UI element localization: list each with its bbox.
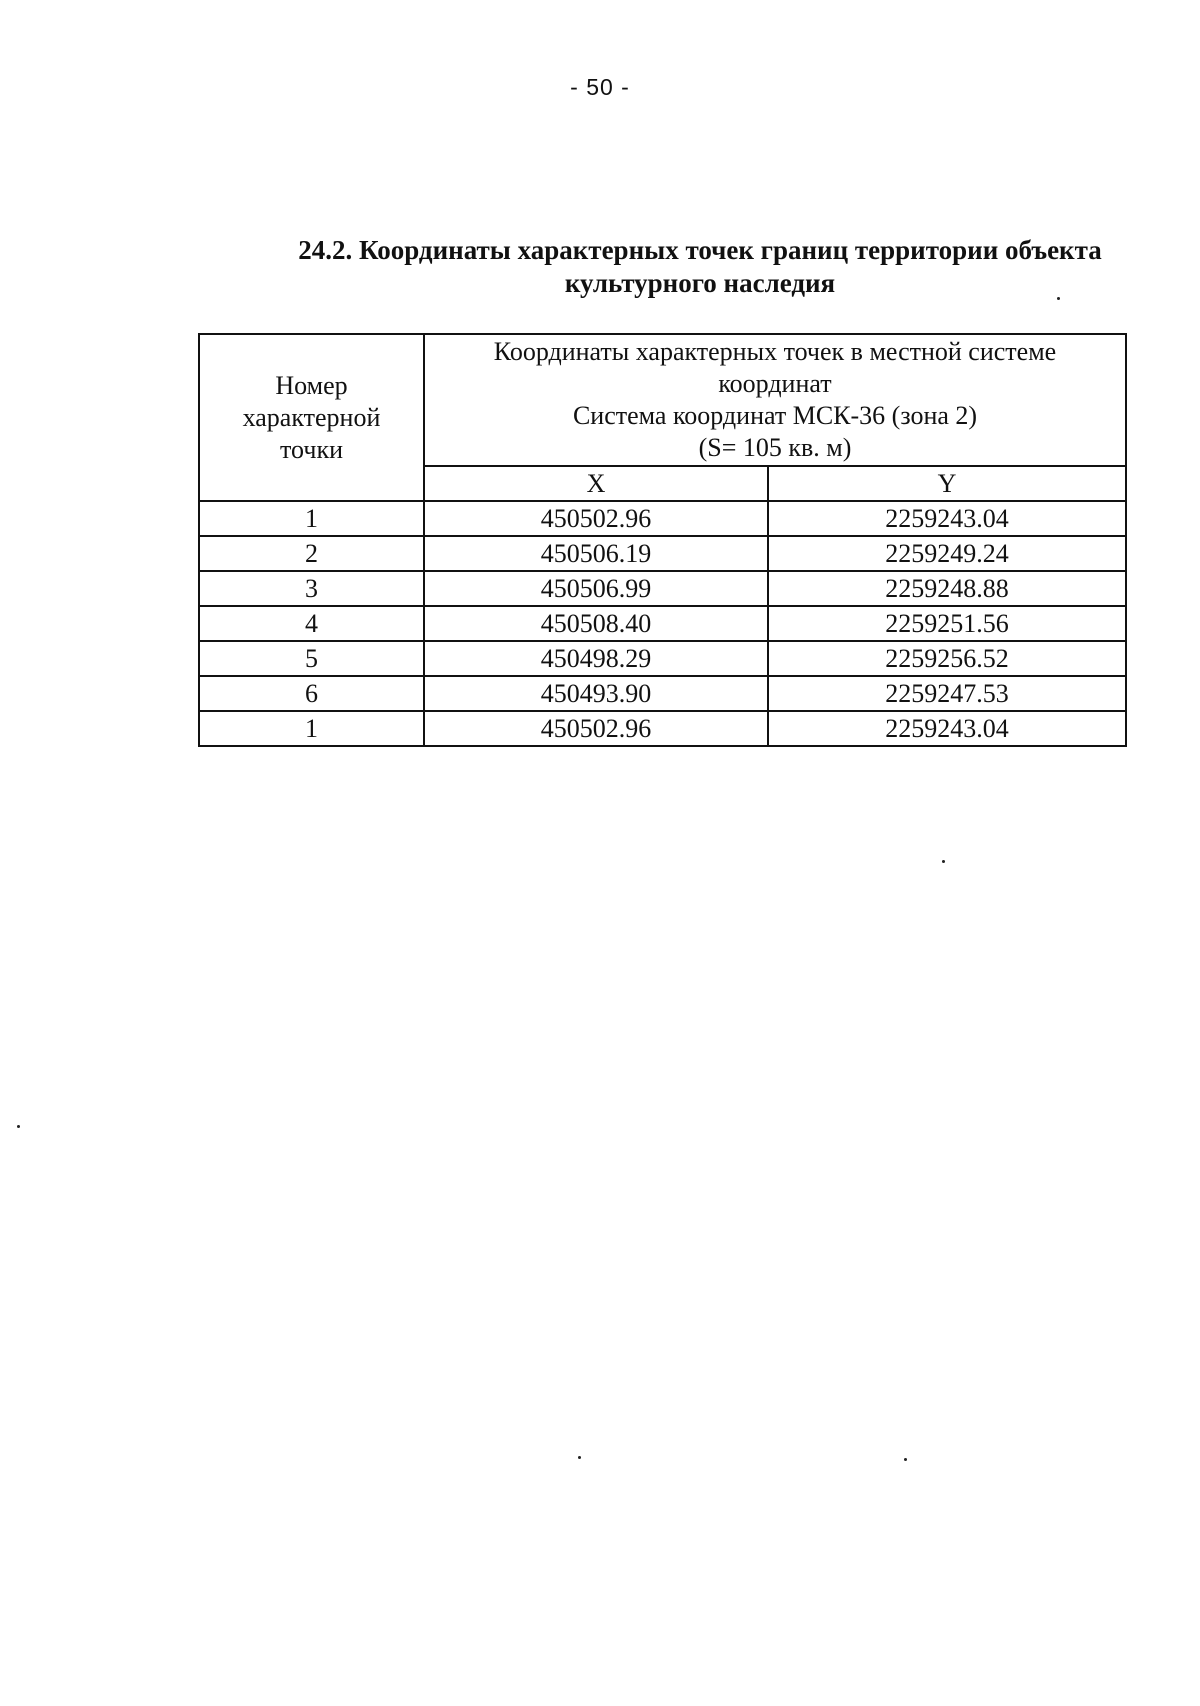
y-coordinate-cell: 2259243.04 bbox=[768, 501, 1126, 536]
y-coordinate-cell: 2259256.52 bbox=[768, 641, 1126, 676]
x-coordinate-cell: 450493.90 bbox=[424, 676, 768, 711]
x-coordinate-cell: 450508.40 bbox=[424, 606, 768, 641]
table-row bbox=[199, 606, 1126, 641]
scan-speck bbox=[904, 1458, 907, 1461]
x-coordinate-cell: 450498.29 bbox=[424, 641, 768, 676]
x-coordinate-cell: 450506.19 bbox=[424, 536, 768, 571]
x-coordinate-cell: 450502.96 bbox=[424, 711, 768, 746]
scan-speck bbox=[578, 1456, 581, 1459]
y-coordinate-cell: 2259243.04 bbox=[768, 711, 1126, 746]
point-number-cell: 1 bbox=[199, 711, 424, 746]
point-number-header-line: характерной bbox=[242, 402, 381, 432]
coordinates-header bbox=[424, 334, 1126, 466]
x-coordinate-cell: 450506.99 bbox=[424, 571, 768, 606]
point-number-cell: 3 bbox=[199, 571, 424, 606]
table-row bbox=[199, 536, 1126, 571]
table-row bbox=[199, 641, 1126, 676]
section-heading-line-2: культурного наследия bbox=[564, 268, 836, 298]
point-number-cell: 5 bbox=[199, 641, 424, 676]
y-coordinate-cell: 2259247.53 bbox=[768, 676, 1126, 711]
section-heading bbox=[200, 234, 1200, 300]
y-column-header: Y bbox=[768, 466, 1126, 501]
scan-speck bbox=[942, 860, 945, 863]
coordinates-header-line: (S= 105 кв. м) bbox=[698, 433, 852, 462]
point-number-cell: 4 bbox=[199, 606, 424, 641]
point-number-cell: 2 bbox=[199, 536, 424, 571]
coordinates-header-line: Система координат МСК-36 (зона 2) bbox=[572, 401, 978, 430]
y-coordinate-cell: 2259251.56 bbox=[768, 606, 1126, 641]
table-header-row bbox=[199, 334, 1126, 466]
table-row bbox=[199, 571, 1126, 606]
section-heading-line-1: 24.2. Координаты характерных точек границ территории объекта bbox=[298, 235, 1102, 265]
point-number-header-line: Номер bbox=[275, 370, 348, 400]
point-number-header bbox=[199, 334, 424, 501]
point-number-cell: 6 bbox=[199, 676, 424, 711]
coordinates-header-line: Координаты характерных точек в местной системе bbox=[493, 337, 1057, 366]
coordinates-header-line: координат bbox=[718, 369, 832, 398]
coordinates-table bbox=[198, 333, 1127, 747]
point-number-cell: 1 bbox=[199, 501, 424, 536]
table-row bbox=[199, 711, 1126, 746]
table-row bbox=[199, 501, 1126, 536]
x-column-header: X bbox=[424, 466, 768, 501]
y-coordinate-cell: 2259249.24 bbox=[768, 536, 1126, 571]
point-number-header-line: точки bbox=[280, 434, 343, 464]
y-coordinate-cell: 2259248.88 bbox=[768, 571, 1126, 606]
page-number: - 50 - bbox=[570, 74, 630, 100]
x-coordinate-cell: 450502.96 bbox=[424, 501, 768, 536]
scan-speck bbox=[17, 1125, 20, 1128]
table-row bbox=[199, 676, 1126, 711]
scan-speck bbox=[1057, 297, 1060, 300]
